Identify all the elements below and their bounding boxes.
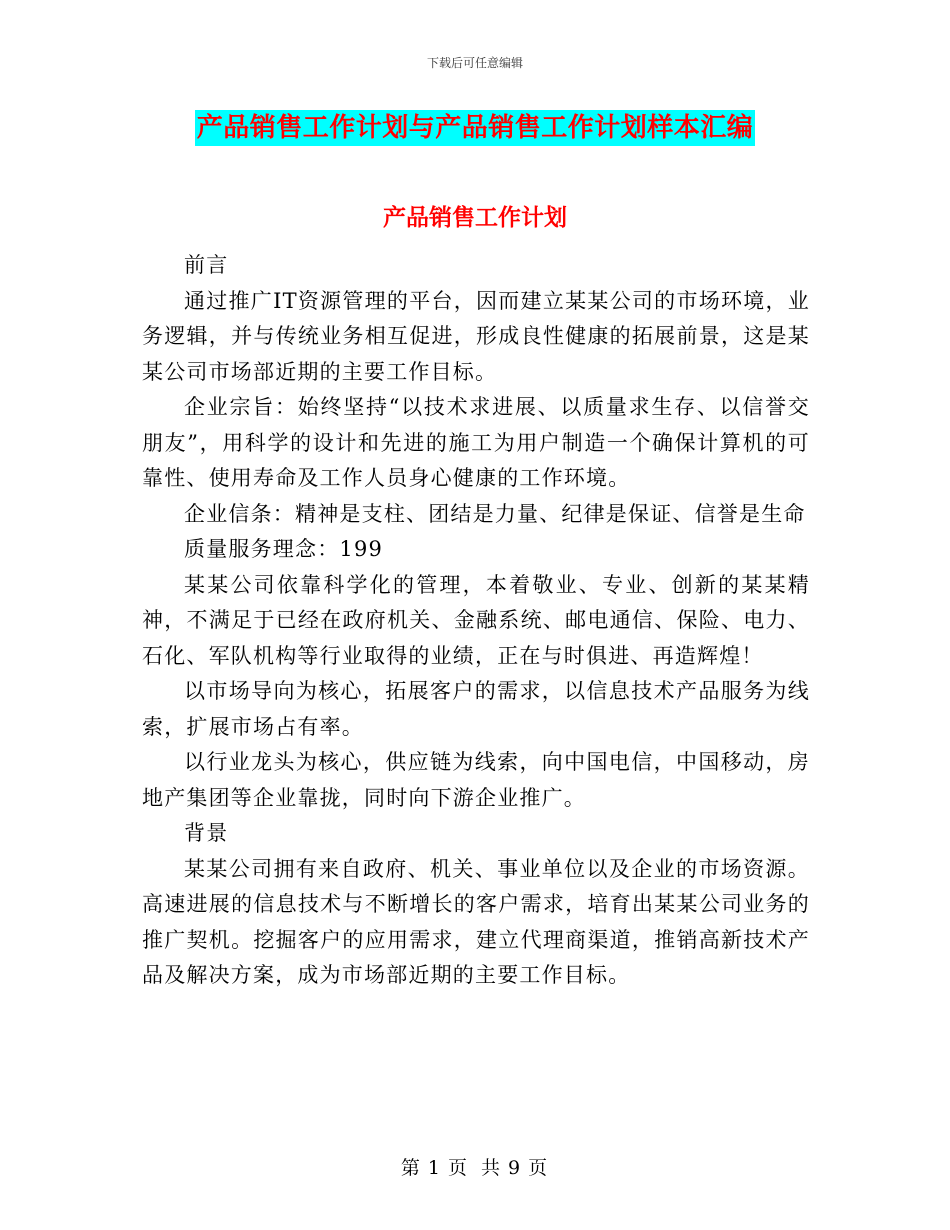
page-footer	[0, 1153, 950, 1180]
paragraph: 以市场导向为核心，拓展客户的需求，以信息技术产品服务为线索，扩展市场占有率。	[142, 679, 810, 739]
document-body	[142, 248, 810, 994]
paragraph-background-heading: 背景	[184, 821, 229, 845]
footer-page-number: 1	[427, 1157, 442, 1179]
document-title-container	[0, 110, 950, 146]
paragraph: 质量服务理念：199	[184, 537, 384, 561]
paragraph: 某某公司依靠科学化的管理，本着敬业、专业、创新的某某精神，不满足于已经在政府机关、金融系统、邮电通信、保险、电力、石化、军队机构等行业取得的业绩，正在与时俱进、再造辉煌！	[142, 572, 810, 668]
paragraph: 企业宗旨：始终坚持“以技术求进展、以质量求生存、以信誉交朋友”，用科学的设计和先进的施工为用户制造一个确保计算机的可靠性、使用寿命及工作人员身心健康的工作环境。	[142, 395, 810, 490]
section-title: 产品销售工作计划	[383, 205, 567, 231]
paragraph: 通过推广IT资源管理的平台，因而建立某某公司的市场环境，业务逻辑，并与传统业务相互促进，形成良性健康的拓展前景，这是某某公司市场部近期的主要工作目标。	[142, 288, 810, 384]
document-title: 产品销售工作计划与产品销售工作计划样本汇编	[195, 110, 756, 146]
paragraph: 企业信条：精神是支柱、团结是力量、纪律是保证、信誉是生命	[184, 501, 806, 526]
footer-prefix: 第	[400, 1157, 422, 1179]
footer-mid: 页 共	[447, 1157, 503, 1179]
page-header-note: 下载后可任意编辑	[426, 56, 523, 70]
footer-total-pages: 9	[508, 1157, 523, 1179]
paragraph: 某某公司拥有来自政府、机关、事业单位以及企业的市场资源。高速进展的信息技术与不断增长的客户需求，培育出某某公司业务的推广契机。挖掘客户的应用需求，建立代理商渠道，推销高新技术产品及解决方案，成为市场部近期的主要工作目标。	[142, 856, 810, 987]
paragraph-preface-heading: 前言	[184, 253, 229, 277]
footer-suffix: 页	[528, 1157, 550, 1179]
paragraph: 以行业龙头为核心，供应链为线索，向中国电信，中国移动，房地产集团等企业靠拢，同时向下游企业推广。	[142, 750, 810, 810]
